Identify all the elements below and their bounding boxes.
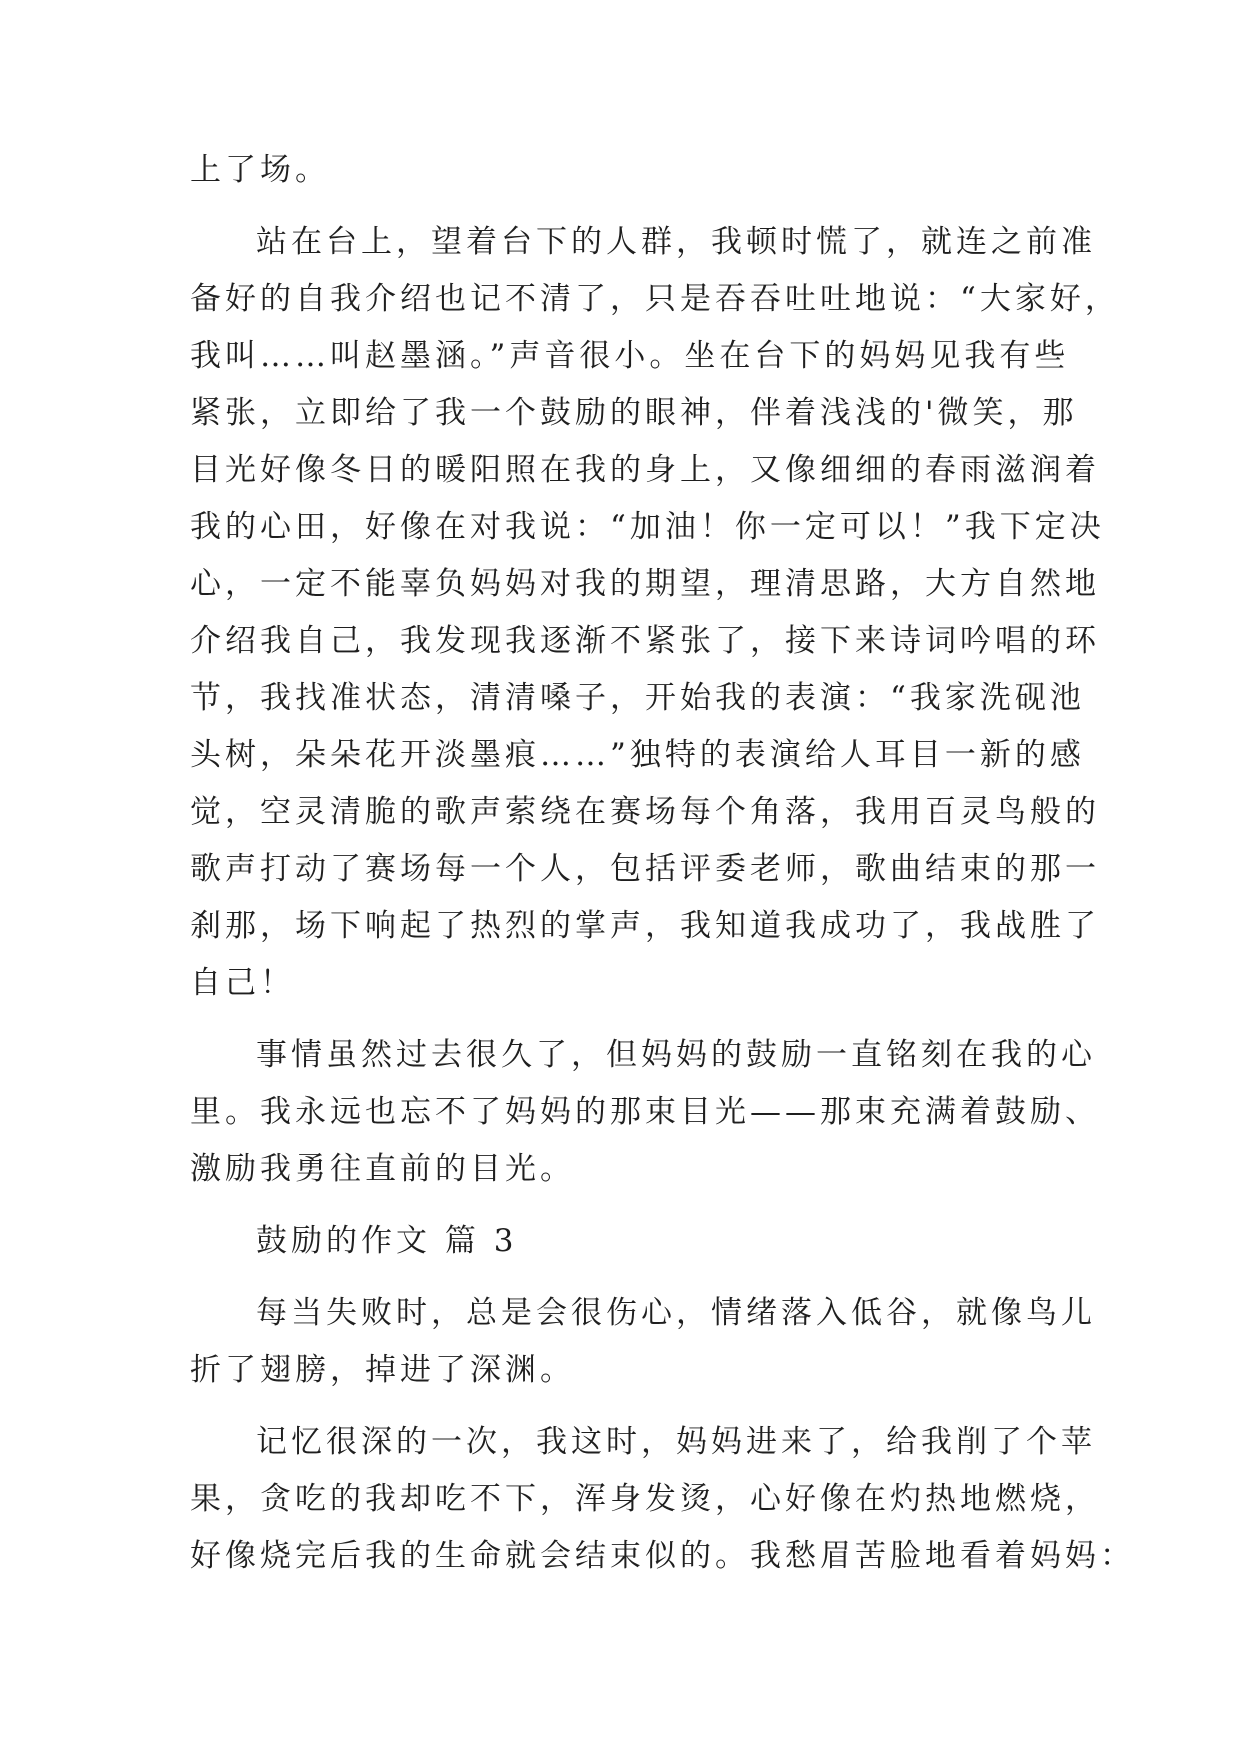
text-line: 歌声打动了赛场每一个人，包括评委老师，歌曲结束的那一 bbox=[190, 851, 1100, 887]
text-line: 好像烧完后我的生命就会结束似的。我愁眉苦脸地看着妈妈： bbox=[190, 1538, 1135, 1574]
text-line: 刹那，场下响起了热烈的掌声，我知道我成功了，我战胜了 bbox=[190, 908, 1100, 944]
paragraph-start-line: 每当失败时，总是会很伤心，情绪落入低谷，就像鸟儿 bbox=[256, 1295, 1096, 1331]
text-line: 折了翅膀，掉进了深渊。 bbox=[190, 1352, 575, 1388]
paragraph-start-line: 站在台上，望着台下的人群，我顿时慌了，就连之前准 bbox=[256, 224, 1096, 260]
text-line: 里。我永远也忘不了妈妈的那束目光——那束充满着鼓励、 bbox=[190, 1094, 1100, 1130]
text-line: 我的心田，好像在对我说：“加油！你一定可以！”我下定决 bbox=[190, 509, 1105, 545]
text-line: 觉，空灵清脆的歌声萦绕在赛场每个角落，我用百灵鸟般的 bbox=[190, 794, 1100, 830]
text-line: 节，我找准状态，清清嗓子，开始我的表演：“我家洗砚池 bbox=[190, 680, 1085, 716]
text-line: 激励我勇往直前的目光。 bbox=[190, 1151, 575, 1187]
text-line: 上了场。 bbox=[190, 152, 330, 188]
text-line: 目光好像冬日的暖阳照在我的身上，又像细细的春雨滋润着 bbox=[190, 452, 1100, 488]
text-line: 头树，朵朵花开淡墨痕……”独特的表演给人耳目一新的感 bbox=[190, 737, 1085, 773]
section-heading: 鼓励的作文 篇 3 bbox=[256, 1223, 518, 1259]
text-line: 介绍我自己，我发现我逐渐不紧张了，接下来诗词吟唱的环 bbox=[190, 623, 1100, 659]
text-line: 自己！ bbox=[190, 965, 295, 1001]
paragraph-start-line: 事情虽然过去很久了，但妈妈的鼓励一直铭刻在我的心 bbox=[256, 1037, 1096, 1073]
text-line: 果，贪吃的我却吃不下，浑身发烫，心好像在灼热地燃烧， bbox=[190, 1481, 1100, 1517]
text-line: 我叫……叫赵墨涵。”声音很小。坐在台下的妈妈见我有些 bbox=[190, 338, 1070, 374]
text-line: 备好的自我介绍也记不清了，只是吞吞吐吐地说：“大家好， bbox=[190, 281, 1120, 317]
text-line: 心，一定不能辜负妈妈对我的期望，理清思路，大方自然地 bbox=[190, 566, 1100, 602]
text-line: 紧张，立即给了我一个鼓励的眼神，伴着浅浅的'微笑，那 bbox=[190, 395, 1078, 431]
paragraph-start-line: 记忆很深的一次，我这时，妈妈进来了，给我削了个苹 bbox=[256, 1424, 1096, 1460]
